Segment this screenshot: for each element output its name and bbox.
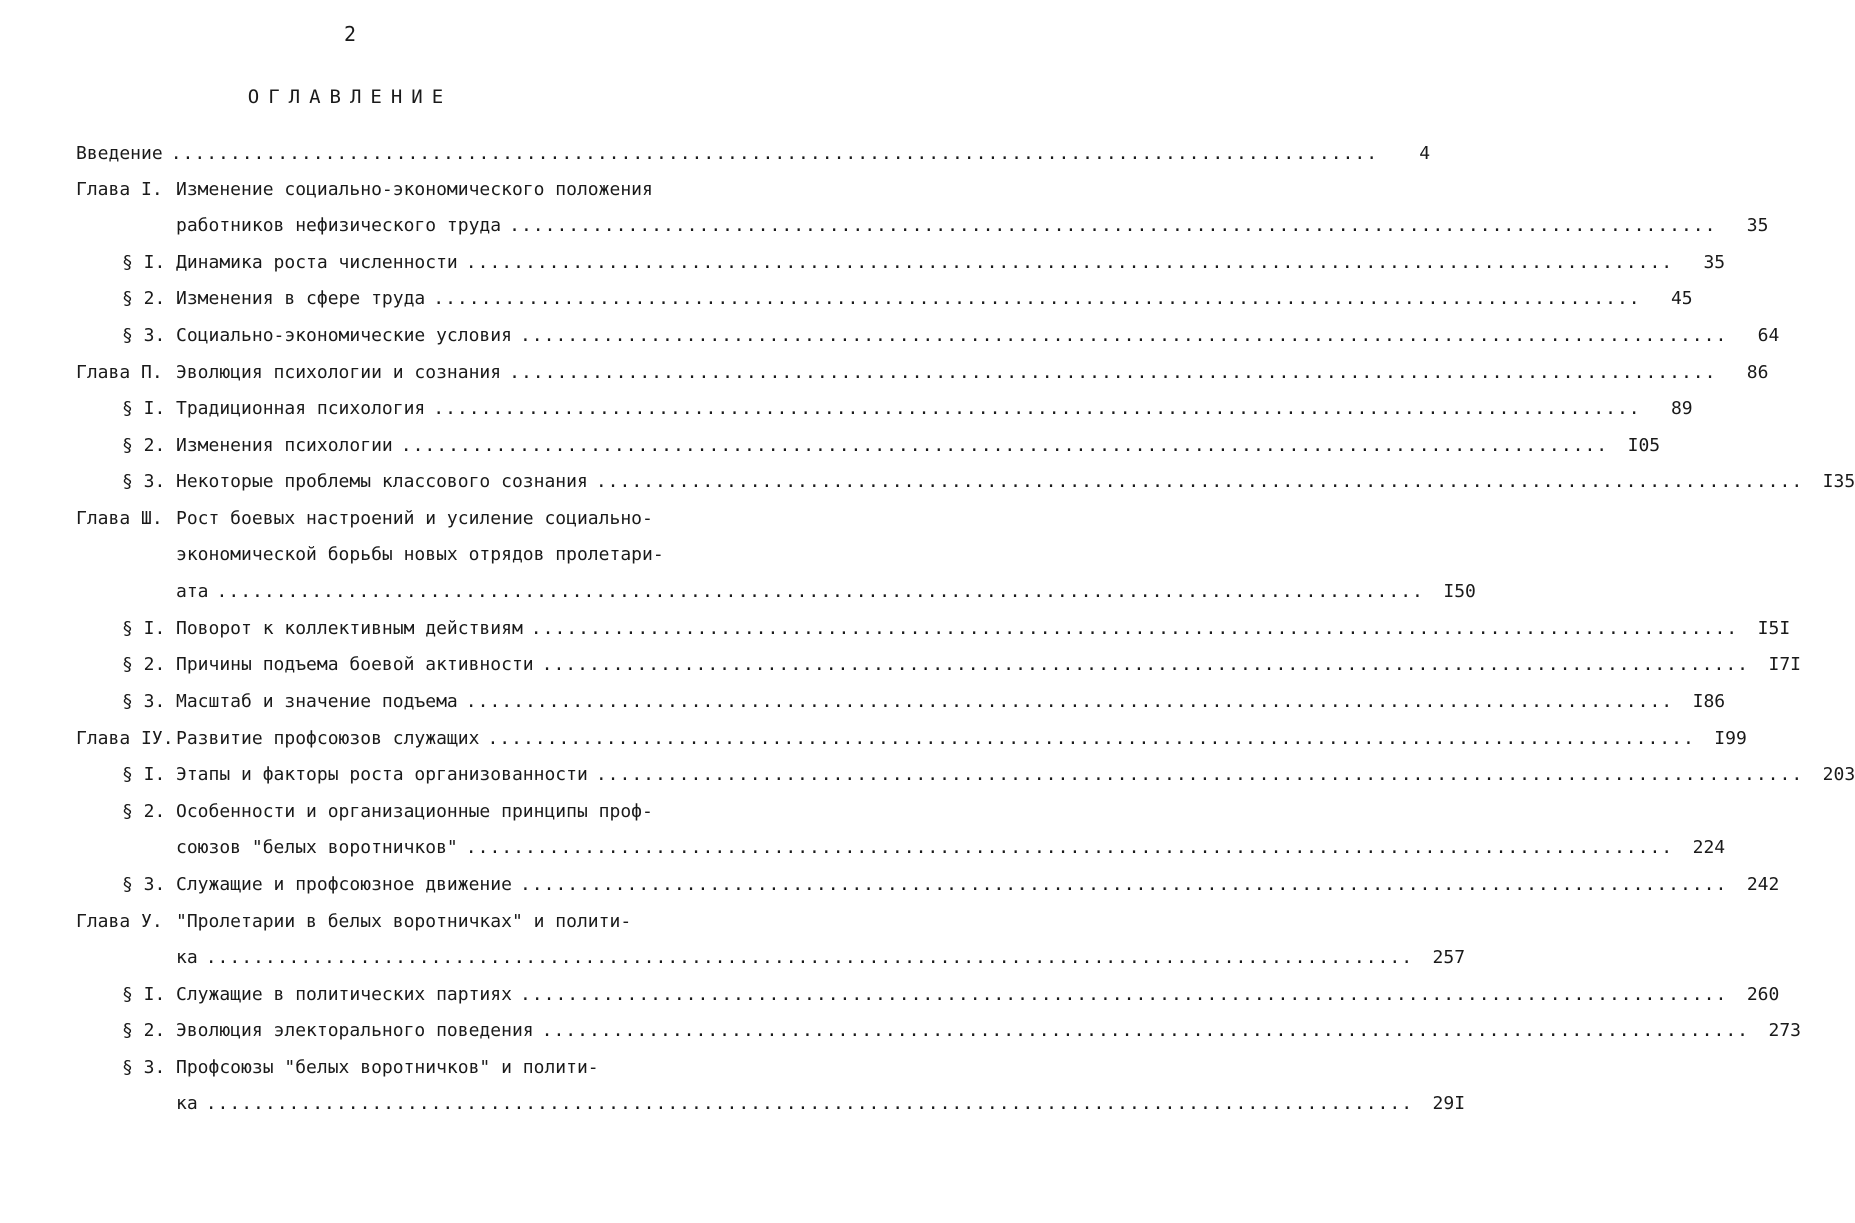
chapter-title-line: Развитие профсоюзов служащих	[176, 728, 480, 749]
toc-page-number: 203	[1822, 764, 1855, 785]
section-title: Социально-экономические условия	[176, 325, 512, 346]
section-title: Профсоюзы "белых воротничков" и полити-	[176, 1057, 599, 1078]
dot-leader: ......................................................................................................	[519, 874, 1728, 895]
toc-section-2-3[interactable]	[122, 464, 1855, 500]
chapter-title-line: "Пролетарии в белых воротничках" и полити-	[176, 911, 632, 932]
dot-leader: ......................................................................................................	[519, 984, 1728, 1005]
section-mark: § 3.	[122, 691, 166, 712]
section-title: Служащие и профсоюзное движение	[176, 874, 512, 895]
toc-chapter-3[interactable]	[76, 501, 653, 537]
toc-section-1-2[interactable]	[122, 281, 1693, 317]
dot-leader: ......................................................................................................	[509, 362, 1717, 383]
dot-leader: ......................................................................................................	[465, 691, 1674, 712]
toc-entry-label: Введение	[76, 143, 163, 164]
chapter-title-line: ка	[176, 947, 198, 968]
section-title: Особенности и организационные принципы проф-	[176, 801, 653, 822]
dot-leader: ......................................................................................................	[205, 1093, 1414, 1114]
toc-section-5-1[interactable]	[122, 977, 1780, 1013]
toc-chapter-3-end[interactable]	[176, 574, 1476, 610]
toc-page-number: 273	[1768, 1020, 1801, 1041]
chapter-title-line: Эволюция психологии и сознания	[176, 362, 502, 383]
toc-page-number: I35	[1822, 471, 1855, 492]
toc-page-number: I99	[1714, 728, 1747, 749]
section-title: Изменения психологии	[176, 435, 393, 456]
toc-title: ОГЛАВЛЕНИЕ	[247, 86, 453, 108]
section-mark: § 3.	[122, 325, 166, 346]
toc-section-5-3[interactable]	[122, 1050, 599, 1086]
toc-page-number: 260	[1746, 984, 1780, 1005]
dot-leader: ......................................................................................................	[530, 618, 1739, 639]
toc-chapter-1[interactable]	[76, 172, 653, 208]
section-mark: § I.	[122, 398, 166, 419]
toc-page-number: 4	[1419, 143, 1431, 164]
section-title: союзов "белых воротничков"	[176, 837, 458, 858]
toc-section-4-2-cont[interactable]	[176, 830, 1726, 866]
chapter-title-line: работников нефизического труда	[176, 215, 502, 236]
toc-page-number: I05	[1627, 435, 1661, 456]
dot-leader: ......................................................................................................	[541, 1020, 1749, 1041]
dot-leader: ......................................................................................................	[400, 435, 1609, 456]
section-mark: § I.	[122, 252, 166, 273]
toc-page-number: I5I	[1757, 618, 1791, 639]
toc-section-4-2[interactable]	[122, 794, 653, 830]
toc-chapter-5[interactable]	[76, 904, 631, 940]
toc-section-2-1[interactable]	[122, 391, 1693, 427]
section-mark: § I.	[122, 984, 166, 1005]
toc-section-3-1[interactable]	[122, 611, 1791, 647]
toc-page-number: 257	[1432, 947, 1466, 968]
toc-section-4-3[interactable]	[122, 867, 1780, 903]
section-title: Некоторые проблемы классового сознания	[176, 471, 588, 492]
toc-section-1-3[interactable]	[122, 318, 1780, 354]
dot-leader: ......................................................................................................	[465, 252, 1674, 273]
section-mark: § I.	[122, 764, 166, 785]
toc-page-number: 224	[1692, 837, 1726, 858]
section-title: Масштаб и значение подъема	[176, 691, 458, 712]
dot-leader: ......................................................................................................	[509, 215, 1717, 236]
section-mark: § I.	[122, 618, 166, 639]
toc-page-number: 89	[1670, 398, 1693, 419]
toc-section-3-2[interactable]	[122, 647, 1801, 683]
toc-chapter-2[interactable]	[76, 355, 1769, 391]
section-mark: § 3.	[122, 874, 166, 895]
toc-page-number: I7I	[1768, 654, 1801, 675]
dot-leader: ......................................................................................................	[433, 288, 1641, 309]
toc-chapter-5-cont[interactable]	[176, 940, 1466, 976]
section-mark: § 2.	[122, 654, 166, 675]
toc-page-number: 35	[1703, 252, 1726, 273]
chapter-prefix: Глава I.	[76, 179, 163, 200]
dot-leader: ......................................................................................................	[595, 764, 1804, 785]
section-mark: § 2.	[122, 1020, 166, 1041]
toc-chapter-4[interactable]	[76, 721, 1747, 757]
section-mark: § 2.	[122, 801, 166, 822]
dot-leader: ......................................................................................................	[519, 325, 1728, 346]
chapter-title-line: Изменение социально-экономического положения	[176, 179, 653, 200]
section-title: Динамика роста численности	[176, 252, 458, 273]
toc-chapter-1-cont[interactable]	[176, 208, 1769, 244]
dot-leader: ......................................................................................................	[433, 398, 1641, 419]
section-title: Эволюция электорального поведения	[176, 1020, 534, 1041]
page-number: 2	[343, 22, 357, 46]
toc-page-number: 45	[1670, 288, 1693, 309]
section-title: Служащие в политических партиях	[176, 984, 512, 1005]
section-title: Этапы и факторы роста организованности	[176, 764, 588, 785]
toc-entry-intro[interactable]	[76, 136, 1431, 172]
toc-section-5-2[interactable]	[122, 1013, 1801, 1049]
toc-section-3-3[interactable]	[122, 684, 1726, 720]
toc-page-number: I86	[1692, 691, 1726, 712]
toc-section-5-3-cont[interactable]	[176, 1086, 1466, 1122]
chapter-prefix: Глава Ш.	[76, 508, 163, 529]
toc-section-4-1[interactable]	[122, 757, 1855, 793]
toc-section-1-1[interactable]	[122, 245, 1726, 281]
toc-page-number: 242	[1746, 874, 1780, 895]
chapter-prefix: Глава У.	[76, 911, 163, 932]
toc-chapter-3-cont[interactable]	[176, 537, 664, 573]
chapter-title-line: ата	[176, 581, 209, 602]
chapter-title-line: экономической борьбы новых отрядов пролетари-	[176, 544, 664, 565]
section-title: Традиционная психология	[176, 398, 426, 419]
section-title: Причины подъема боевой активности	[176, 654, 534, 675]
chapter-title-line: Рост боевых настроений и усиление социально-	[176, 508, 653, 529]
dot-leader: ......................................................................................................	[541, 654, 1749, 675]
dot-leader: ......................................................................................................	[216, 581, 1424, 602]
section-mark: § 2.	[122, 435, 166, 456]
dot-leader: ......................................................................................................	[487, 728, 1695, 749]
chapter-prefix: Глава П.	[76, 362, 163, 383]
section-mark: § 3.	[122, 471, 166, 492]
toc-page-number: 29I	[1432, 1093, 1466, 1114]
section-title: ка	[176, 1093, 198, 1114]
chapter-prefix: Глава IУ.	[76, 728, 174, 749]
dot-leader: ......................................................................................................	[465, 837, 1674, 858]
section-title: Поворот к коллективным действиям	[176, 618, 523, 639]
dot-leader: ......................................................................................................	[170, 143, 1379, 164]
toc-page-number: 35	[1746, 215, 1769, 236]
toc-page-number: 64	[1757, 325, 1780, 346]
dot-leader: ......................................................................................................	[595, 471, 1804, 492]
section-mark: § 2.	[122, 288, 166, 309]
section-title: Изменения в сфере труда	[176, 288, 426, 309]
toc-section-2-2[interactable]	[122, 428, 1661, 464]
toc-page-number: 86	[1746, 362, 1769, 383]
section-mark: § 3.	[122, 1057, 166, 1078]
toc-page-number: I50	[1443, 581, 1476, 602]
dot-leader: ......................................................................................................	[205, 947, 1414, 968]
